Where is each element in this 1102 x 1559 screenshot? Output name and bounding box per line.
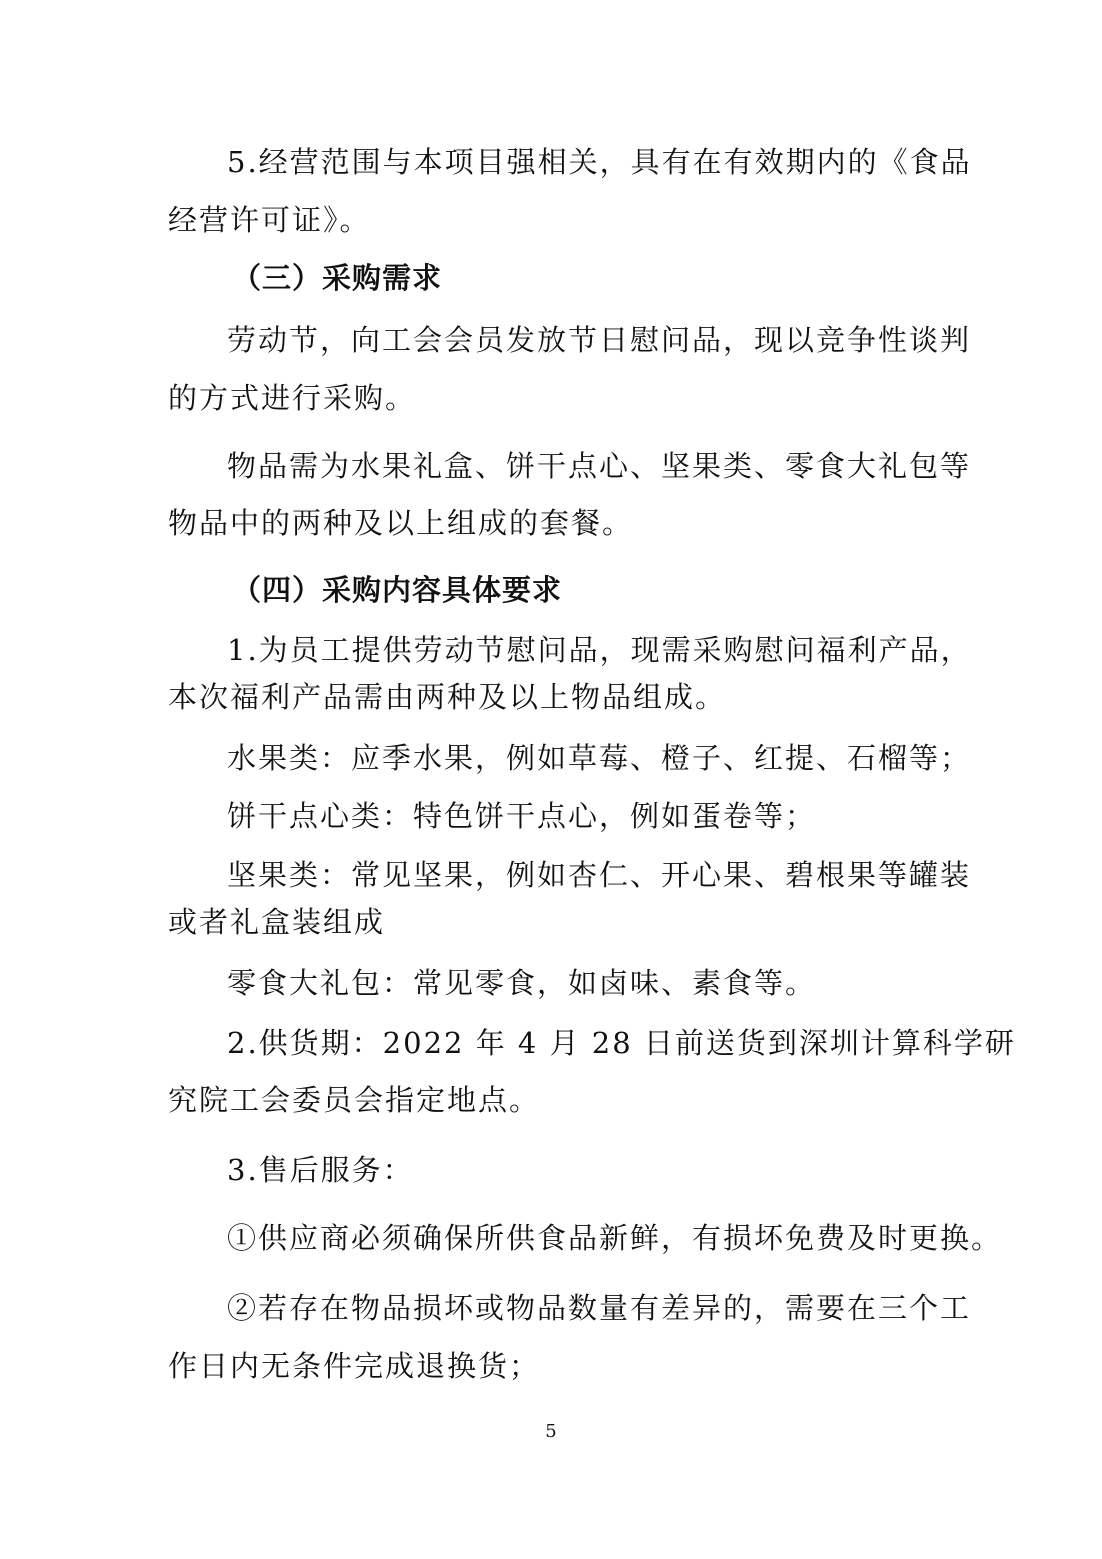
paragraph-snack-pack: 零食大礼包：常见零食，如卤味、素食等。 [227, 966, 817, 1000]
paragraph-nuts-line-1: 坚果类：常见坚果，例如杏仁、开心果、碧根果等罐装 [227, 858, 972, 892]
paragraph-business-scope-line-1: 5.经营范围与本项目强相关，具有在有效期内的《食品 [227, 145, 972, 179]
paragraph-requirement-1-line-2: 本次福利产品需由两种及以上物品组成。 [168, 680, 727, 714]
paragraph-biscuits: 饼干点心类：特色饼干点心，例如蛋卷等； [227, 799, 817, 833]
paragraph-nuts-line-2: 或者礼盒装组成 [168, 905, 386, 939]
section-heading-specific-requirements: （四）采购内容具体要求 [232, 573, 563, 607]
paragraph-labor-day-line-1: 劳动节，向工会会员发放节日慰问品，现以竞争性谈判 [227, 323, 972, 357]
paragraph-goods-types-line-2: 物品中的两种及以上组成的套餐。 [168, 506, 634, 540]
paragraph-labor-day-line-2: 的方式进行采购。 [168, 381, 417, 415]
paragraph-after-sales-heading: 3.售后服务： [227, 1153, 414, 1187]
paragraph-requirement-1-line-1: 1.为员工提供劳动节慰问品，现需采购慰问福利产品， [227, 633, 972, 667]
section-heading-procurement-needs: （三）采购需求 [232, 261, 443, 295]
paragraph-delivery-line-1: 2.供货期：2022 年 4 月 28 日前送货到深圳计算科学研 [227, 1026, 1016, 1060]
paragraph-goods-types-line-1: 物品需为水果礼盒、饼干点心、坚果类、零食大礼包等 [227, 449, 972, 483]
paragraph-after-sales-2-line-2: 作日内无条件完成退换货； [168, 1349, 541, 1383]
paragraph-after-sales-2-line-1: ②若存在物品损坏或物品数量有差异的，需要在三个工 [227, 1291, 972, 1325]
paragraph-after-sales-1: ①供应商必须确保所供食品新鲜，有损坏免费及时更换。 [227, 1221, 1003, 1255]
page-number: 5 [545, 1421, 557, 1442]
paragraph-delivery-line-2: 究院工会委员会指定地点。 [168, 1083, 541, 1117]
paragraph-fruit: 水果类：应季水果，例如草莓、橙子、红提、石榴等； [227, 741, 972, 775]
paragraph-business-scope-line-2: 经营许可证》。 [168, 203, 371, 237]
